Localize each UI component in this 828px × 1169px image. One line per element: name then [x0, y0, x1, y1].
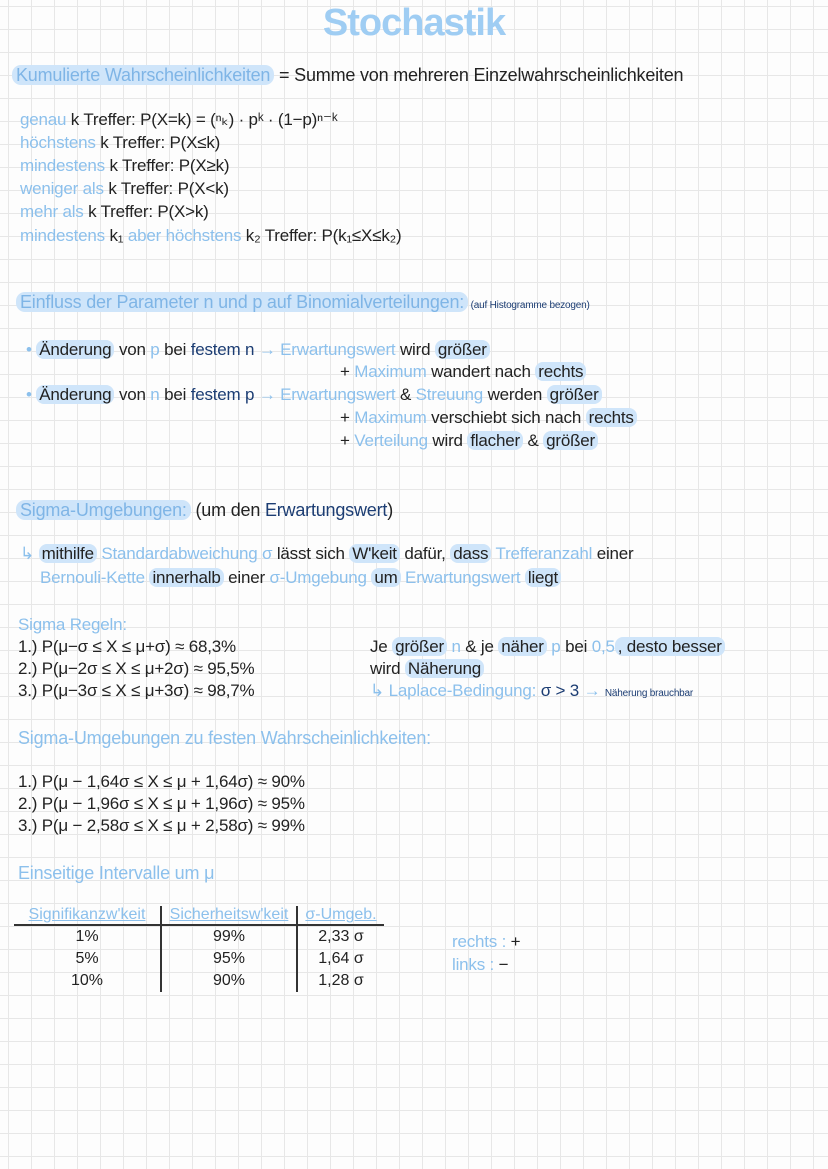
- text-segment: 2.) P(μ−2σ ≤ X ≤ μ+2σ) ≈ 95,5%: [18, 659, 255, 678]
- section-heading-sigma: [16, 499, 393, 521]
- table-row: [14, 948, 384, 970]
- text-segment: genau: [20, 110, 67, 129]
- rule-less-than: [20, 178, 229, 200]
- text-segment: wird: [427, 431, 468, 450]
- one-sided-intervals-table: [14, 906, 384, 992]
- text-segment: bei: [159, 340, 191, 359]
- text-segment: lässt sich: [272, 544, 350, 563]
- text-segment: Streuung: [415, 385, 484, 404]
- text-segment: +: [340, 431, 355, 450]
- text-segment: Näherung brauchbar: [604, 688, 694, 699]
- text-segment: festem p: [190, 385, 255, 404]
- text-segment: 1.) P(μ−σ ≤ X ≤ μ+σ) ≈ 68,3%: [18, 637, 236, 656]
- text-segment: dass: [450, 544, 491, 563]
- text-segment: Einfluss der Parameter n und p auf Binomialverteilungen:: [16, 292, 468, 312]
- fixed-rule-3: [18, 815, 305, 837]
- text-segment: größer: [543, 431, 598, 450]
- cell: 1,64 σ: [297, 948, 384, 970]
- rule-more-than: [20, 201, 209, 223]
- text-segment: weniger als: [20, 179, 104, 198]
- rule-between: [20, 225, 402, 247]
- bullet-change-n-detail-2: [340, 430, 598, 452]
- text-segment: k Treffer: P(X≥k): [104, 156, 230, 175]
- page-title: Stochastik: [322, 2, 506, 44]
- text-segment: k Treffer: P(X≤k): [95, 133, 221, 152]
- text-segment: mindestens: [20, 226, 105, 245]
- section-heading-one-sided: [18, 862, 214, 884]
- text-segment: Maximum: [354, 362, 427, 381]
- text-segment: Änderung: [36, 385, 114, 404]
- sigma-rules-heading: [18, 614, 127, 636]
- text-segment: größer: [435, 340, 490, 359]
- cell: 10%: [70, 972, 104, 989]
- section-heading-fixed-probabilities: [18, 727, 431, 749]
- text-segment: k Treffer: P(X=k) = (ⁿₖ) · pᵏ · (1−p)ⁿ⁻ᵏ: [66, 110, 338, 129]
- text-segment: &: [395, 385, 416, 404]
- text-segment: k₂ Treffer: P(k₁≤X≤k₂): [241, 226, 402, 245]
- cell: 90%: [161, 970, 297, 992]
- text-segment: +: [340, 362, 355, 381]
- text-segment: k Treffer: P(X<k): [103, 179, 229, 198]
- header-sigma: σ-Umgeb.: [297, 906, 384, 925]
- text-segment: Näherung: [405, 659, 484, 678]
- text-segment: höchstens: [20, 133, 96, 152]
- text-segment: einer: [592, 544, 634, 563]
- approximation-note: [370, 636, 725, 658]
- text-segment: p: [546, 637, 561, 656]
- text-segment: n: [150, 385, 160, 404]
- text-segment: werden: [483, 385, 547, 404]
- text-segment: •: [26, 385, 37, 404]
- text-segment: Änderung: [36, 340, 114, 359]
- text-segment: −: [498, 955, 509, 974]
- text-segment: einer: [223, 568, 270, 587]
- sigma-rule-1: [18, 636, 236, 658]
- bullet-change-n: [26, 384, 602, 406]
- text-segment: σ-Umgebung: [269, 568, 372, 587]
- text-segment: 1.) P(μ − 1,64σ ≤ X ≤ μ + 1,64σ) ≈ 90%: [18, 772, 305, 791]
- text-segment: rechts: [535, 362, 586, 381]
- text-segment: Einseitige Intervalle um μ: [18, 863, 215, 883]
- bullet-change-p-detail: [340, 361, 586, 383]
- text-segment: •: [26, 340, 37, 359]
- text-segment: Standardabweichung σ: [96, 544, 273, 563]
- sigma-rule-2: [18, 658, 254, 680]
- text-segment: bei: [159, 385, 191, 404]
- rule-exactly: [20, 109, 337, 131]
- cell: 95%: [161, 948, 297, 970]
- text-segment: Verteilung: [354, 431, 428, 450]
- laplace-condition: [370, 680, 693, 705]
- text-segment: größer: [392, 637, 447, 656]
- text-segment: aber höchstens: [127, 226, 242, 245]
- sigma-explanation-1: [20, 543, 634, 565]
- text-segment: → Erwartungswert: [254, 385, 396, 404]
- text-segment: Sigma-Umgebungen:: [16, 500, 191, 520]
- text-segment: k₁: [104, 226, 128, 245]
- text-segment: Trefferanzahl: [491, 544, 593, 563]
- text-segment: von: [114, 385, 151, 404]
- text-segment: Bernouli-Kette: [40, 568, 150, 587]
- text-segment: Kumulierte Wahrscheinlichkeiten: [12, 65, 274, 85]
- table-row: [14, 925, 384, 948]
- text-segment: bei: [560, 637, 592, 656]
- text-segment: = Summe von mehreren Einzelwahrscheinlichkeiten: [274, 65, 684, 85]
- text-segment: Maximum: [354, 408, 427, 427]
- text-segment: +: [510, 932, 521, 951]
- text-segment: →: [583, 681, 605, 700]
- text-segment: W'keit: [349, 544, 400, 563]
- text-segment: 3.) P(μ − 2,58σ ≤ X ≤ μ + 2,58σ) ≈ 99%: [18, 816, 305, 835]
- text-segment: ↳: [20, 544, 39, 563]
- text-segment: p: [150, 340, 160, 359]
- bullet-change-n-detail-1: [340, 407, 637, 429]
- text-segment: +: [340, 408, 355, 427]
- text-segment: & je: [460, 637, 499, 656]
- cell: 5%: [75, 950, 99, 967]
- text-segment: rechts: [586, 408, 637, 427]
- text-segment: ↳ Laplace-Bedingung:: [370, 681, 537, 700]
- text-segment: σ > 3: [536, 681, 584, 700]
- left-sided-sign: [452, 954, 508, 976]
- text-segment: Je: [370, 637, 393, 656]
- text-segment: innerhalb: [149, 568, 223, 587]
- text-segment: wandert nach: [426, 362, 536, 381]
- text-segment: von: [114, 340, 151, 359]
- fixed-rule-1: [18, 771, 305, 793]
- text-segment: wird: [395, 340, 435, 359]
- text-segment: um: [371, 568, 400, 587]
- section-heading-parameters: [16, 291, 590, 317]
- text-segment: Sigma Regeln:: [18, 615, 127, 634]
- text-segment: (auf Histogramme bezogen): [468, 300, 590, 311]
- text-segment: rechts :: [452, 932, 511, 951]
- text-segment: &: [522, 431, 544, 450]
- bullet-change-p: [26, 339, 490, 361]
- text-segment: , desto besser: [615, 637, 725, 656]
- cell: 2,33 σ: [297, 925, 384, 948]
- text-segment: festem n: [190, 340, 255, 359]
- text-segment: mindestens: [20, 156, 105, 175]
- text-segment: größer: [547, 385, 602, 404]
- text-segment: Erwartungswert: [264, 500, 388, 520]
- text-segment: Sigma-Umgebungen zu festen Wahrscheinlichkeiten:: [18, 728, 431, 748]
- rule-at-least: [20, 155, 229, 177]
- cell: 1%: [75, 928, 99, 945]
- text-segment: 3.) P(μ−3σ ≤ X ≤ μ+3σ) ≈ 98,7%: [18, 681, 255, 700]
- text-segment: 2.) P(μ − 1,96σ ≤ X ≤ μ + 1,96σ) ≈ 95%: [18, 794, 305, 813]
- text-segment: liegt: [525, 568, 561, 587]
- text-segment: 0,5: [591, 637, 615, 656]
- text-segment: dafür,: [399, 544, 451, 563]
- text-segment: (um den: [190, 500, 265, 520]
- text-segment: flacher: [467, 431, 523, 450]
- text-segment: Erwartungswert: [400, 568, 525, 587]
- cumulative-definition: [12, 64, 683, 86]
- text-segment: mehr als: [20, 202, 84, 221]
- text-segment: wird: [370, 659, 405, 678]
- right-sided-sign: [452, 931, 520, 953]
- table-row: [14, 970, 384, 992]
- cell: 99%: [161, 925, 297, 948]
- text-segment: links :: [452, 955, 499, 974]
- text-segment: mithilfe: [39, 544, 97, 563]
- sigma-rule-3: [18, 680, 254, 702]
- sigma-explanation-2: [40, 567, 561, 589]
- rule-at-most: [20, 132, 220, 154]
- cell: 1,28 σ: [297, 970, 384, 992]
- text-segment: → Erwartungswert: [254, 340, 396, 359]
- text-segment: k Treffer: P(X>k): [83, 202, 209, 221]
- header-confidence: Sicherheitsw'keit: [161, 906, 297, 925]
- approximation-note-2: [370, 658, 484, 680]
- text-segment: n: [446, 637, 461, 656]
- fixed-rule-2: [18, 793, 305, 815]
- header-significance: Signifikanzw'keit: [14, 906, 161, 925]
- text-segment: ): [387, 500, 393, 520]
- text-segment: verschiebt sich nach: [426, 408, 586, 427]
- text-segment: näher: [498, 637, 546, 656]
